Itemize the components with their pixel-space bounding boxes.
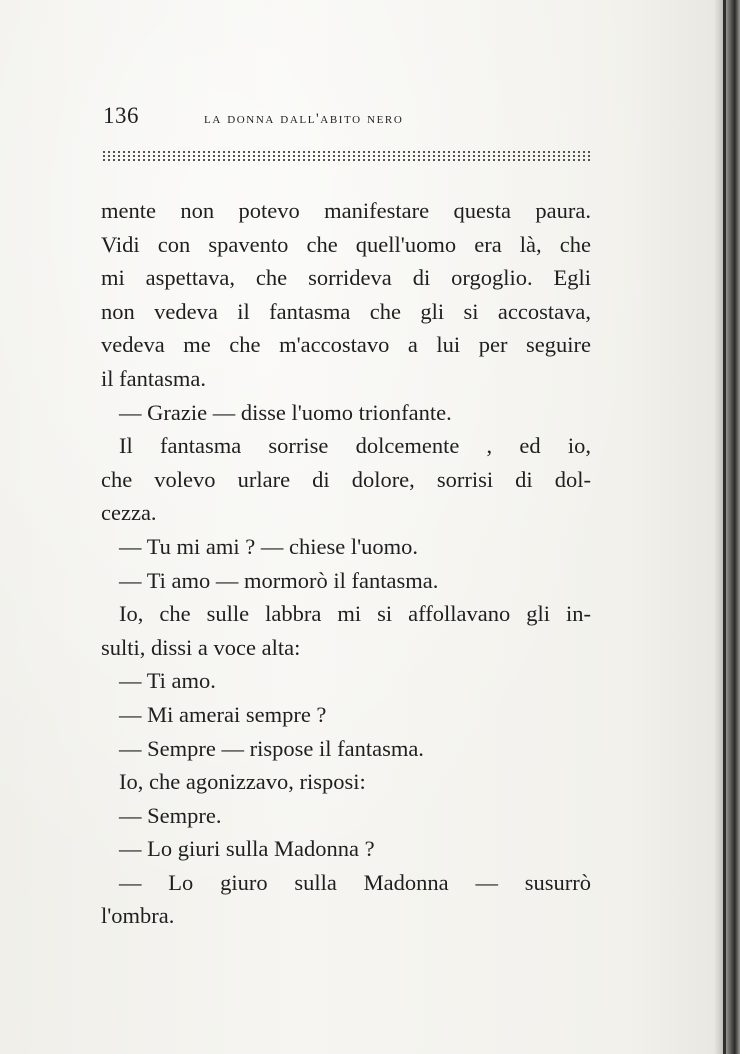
text-line: il fantasma. — [101, 365, 206, 391]
text-line: — Sempre. — [119, 802, 222, 828]
text-line: che volevo urlare di dolore, sorrisi di dol- — [101, 466, 591, 492]
text-line: vedeva me che m'accostavo a lui per seguire — [101, 332, 591, 358]
text-line: Io, che sulle labbra mi si affollavano gli in- — [119, 601, 591, 627]
decorative-rule — [103, 151, 591, 161]
text-line: — Grazie — disse l'uomo trionfante. — [119, 399, 452, 425]
book-spine-edge — [723, 0, 726, 1054]
text-line: — Lo giuro sulla Madonna — susurrò — [119, 869, 591, 895]
text-line: — Sempre — rispose il fantasma. — [119, 735, 424, 761]
text-line: non vedeva il fantasma che gli si accostava, — [101, 298, 591, 324]
text-line: mi aspettava, che sorrideva di orgoglio. Egli — [101, 265, 591, 291]
text-line: — Ti amo. — [119, 668, 216, 694]
text-line: sulti, dissi a voce alta: — [101, 634, 301, 660]
text-line: — Tu mi ami ? — chiese l'uomo. — [119, 533, 419, 559]
page-header — [103, 103, 603, 133]
text-line: l'ombra. — [101, 903, 175, 929]
book-spine-shadow — [714, 0, 740, 1054]
text-line: Il fantasma sorrise dolcemente , ed io, — [119, 433, 591, 459]
body-text — [101, 194, 591, 933]
text-line: cezza. — [101, 500, 157, 526]
page-number: 136 — [103, 103, 139, 128]
running-title: la donna dall'abito nero — [204, 111, 404, 127]
text-line: Io, che agonizzavo, risposi: — [119, 769, 366, 795]
text-line: — Lo giuri sulla Madonna ? — [119, 836, 375, 862]
text-line: — Ti amo — mormorò il fantasma. — [119, 567, 439, 593]
text-line: mente non potevo manifestare questa paura. — [101, 198, 591, 223]
text-line: Vidi con spavento che quell'uomo era là, che — [101, 231, 591, 257]
text-line: — Mi amerai sempre ? — [119, 701, 327, 727]
